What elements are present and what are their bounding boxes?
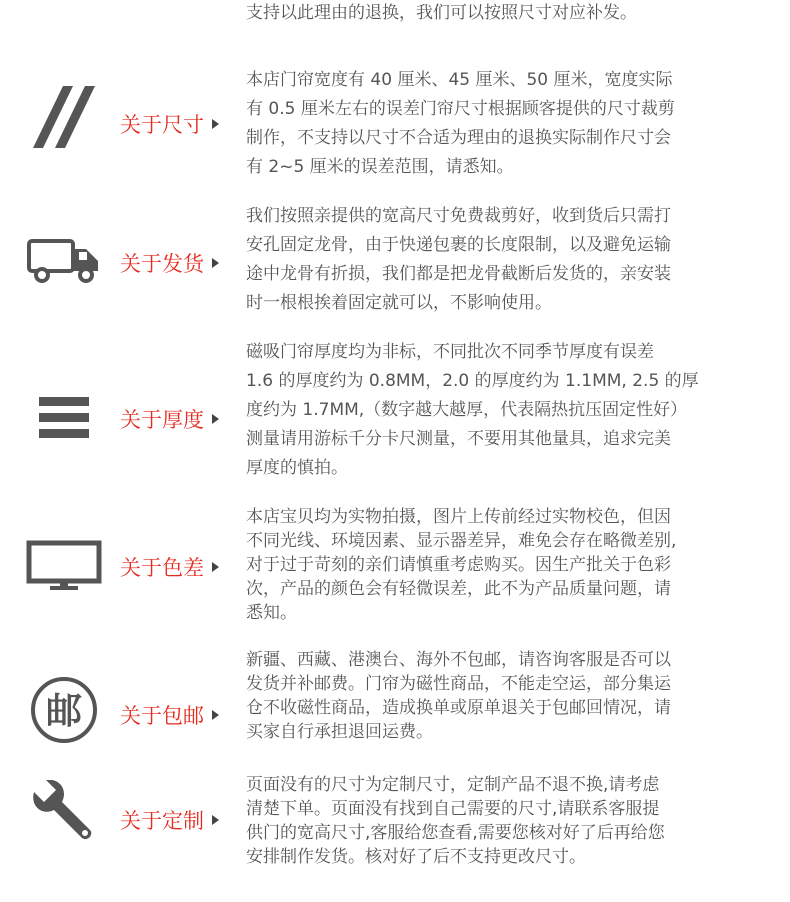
section-label-custom: 关于定制: [120, 806, 232, 834]
text-line: 悉知。: [246, 603, 297, 623]
section-text-color: [246, 505, 726, 625]
intro-text: 支持以此理由的退换，我们可以按照尺寸对应补发。: [246, 3, 637, 23]
text-line: 本店宝贝均为实物拍摄，图片上传前经过实物校色，但因: [246, 507, 671, 527]
text-line: 时一根根挨着固定就可以，不影响使用。: [246, 293, 552, 313]
wrench-icon: [24, 772, 104, 852]
text-line: 安排制作发货。核对好了后不支持更改尺寸。: [246, 847, 586, 867]
section-text-size: [246, 66, 726, 182]
post-stamp-icon: [24, 670, 104, 750]
section-label-free-shipping: 关于包邮: [120, 701, 232, 729]
thickness-layers-icon: [24, 378, 104, 458]
arrow-right-icon: [212, 562, 219, 572]
text-line: 次，产品的颜色会有轻微误差，此不为产品质量问题，请: [246, 579, 671, 599]
arrow-right-icon: [212, 414, 219, 424]
text-line: 磁吸门帘厚度均为非标，不同批次不同季节厚度有误差: [246, 342, 654, 362]
text-line: 我们按照亲提供的宽高尺寸免费裁剪好，收到货后只需打: [246, 206, 671, 226]
section-label-color: 关于色差: [120, 553, 232, 581]
arrow-right-icon: [212, 258, 219, 268]
text-line: 新疆、西藏、港澳台、海外不包邮，请咨询客服是否可以: [246, 650, 671, 670]
section-text-thickness: [246, 338, 726, 483]
text-line: 安孔固定龙骨，由于快递包裹的长度限制，以及避免运输: [246, 235, 671, 255]
text-line: 对于过于苛刻的亲们请慎重考虑购买。因生产批关于色彩: [246, 555, 671, 575]
text-line: 页面没有的尺寸为定制尺寸，定制产品不退不换,请考虑: [246, 775, 660, 795]
text-line: 买家自行承担退回运费。: [246, 722, 433, 742]
text-line: 清楚下单。页面没有找到自己需要的尺寸,请联系客服提: [246, 799, 660, 819]
double-slash-icon: [24, 78, 104, 158]
text-line: 厚度的慎拍。: [246, 458, 348, 478]
text-line: 仓不收磁性商品，造成换单或原单退关于包邮回情况，请: [246, 698, 671, 718]
text-line: 途中龙骨有折损，我们都是把龙骨截断后发货的，亲安装: [246, 264, 671, 284]
section-text-custom: [246, 773, 726, 869]
text-line: 1.6 的厚度约为 0.8MM，2.0 的厚度约为 1.1MM, 2.5 的厚: [246, 371, 699, 391]
delivery-truck-icon: [24, 222, 104, 302]
section-text-free-shipping: [246, 648, 726, 744]
text-line: 有 2~5 厘米的误差范围，请悉知。: [246, 157, 514, 177]
post-stamp-char: 邮: [45, 691, 83, 732]
section-text-shipping: [246, 202, 726, 318]
text-line: 不同光线、环境因素、显示器差异，难免会存在略微差别,: [246, 531, 677, 551]
text-line: 度约为 1.7MM,（数字越大越厚，代表隔热抗压固定性好）: [246, 400, 688, 420]
text-line: 测量请用游标千分卡尺测量，不要用其他量具，追求完美: [246, 429, 671, 449]
text-line: 本店门帘宽度有 40 厘米、45 厘米、50 厘米，宽度实际: [246, 70, 673, 90]
section-label-thickness: 关于厚度: [120, 405, 232, 433]
arrow-right-icon: [212, 710, 219, 720]
section-label-size: 关于尺寸: [120, 110, 232, 138]
monitor-icon: [24, 526, 104, 606]
text-line: 发货并补邮费。门帘为磁性商品，不能走空运，部分集运: [246, 674, 671, 694]
text-line: 供门的宽高尺寸,客服给您查看,需要您核对好了后再给您: [246, 823, 665, 843]
text-line: 有 0.5 厘米左右的误差门帘尺寸根据顾客提供的尺寸裁剪: [246, 99, 675, 119]
arrow-right-icon: [212, 119, 219, 129]
text-line: 制作，不支持以尺寸不合适为理由的退换实际制作尺寸会: [246, 128, 671, 148]
arrow-right-icon: [212, 815, 219, 825]
section-label-shipping: 关于发货: [120, 249, 232, 277]
